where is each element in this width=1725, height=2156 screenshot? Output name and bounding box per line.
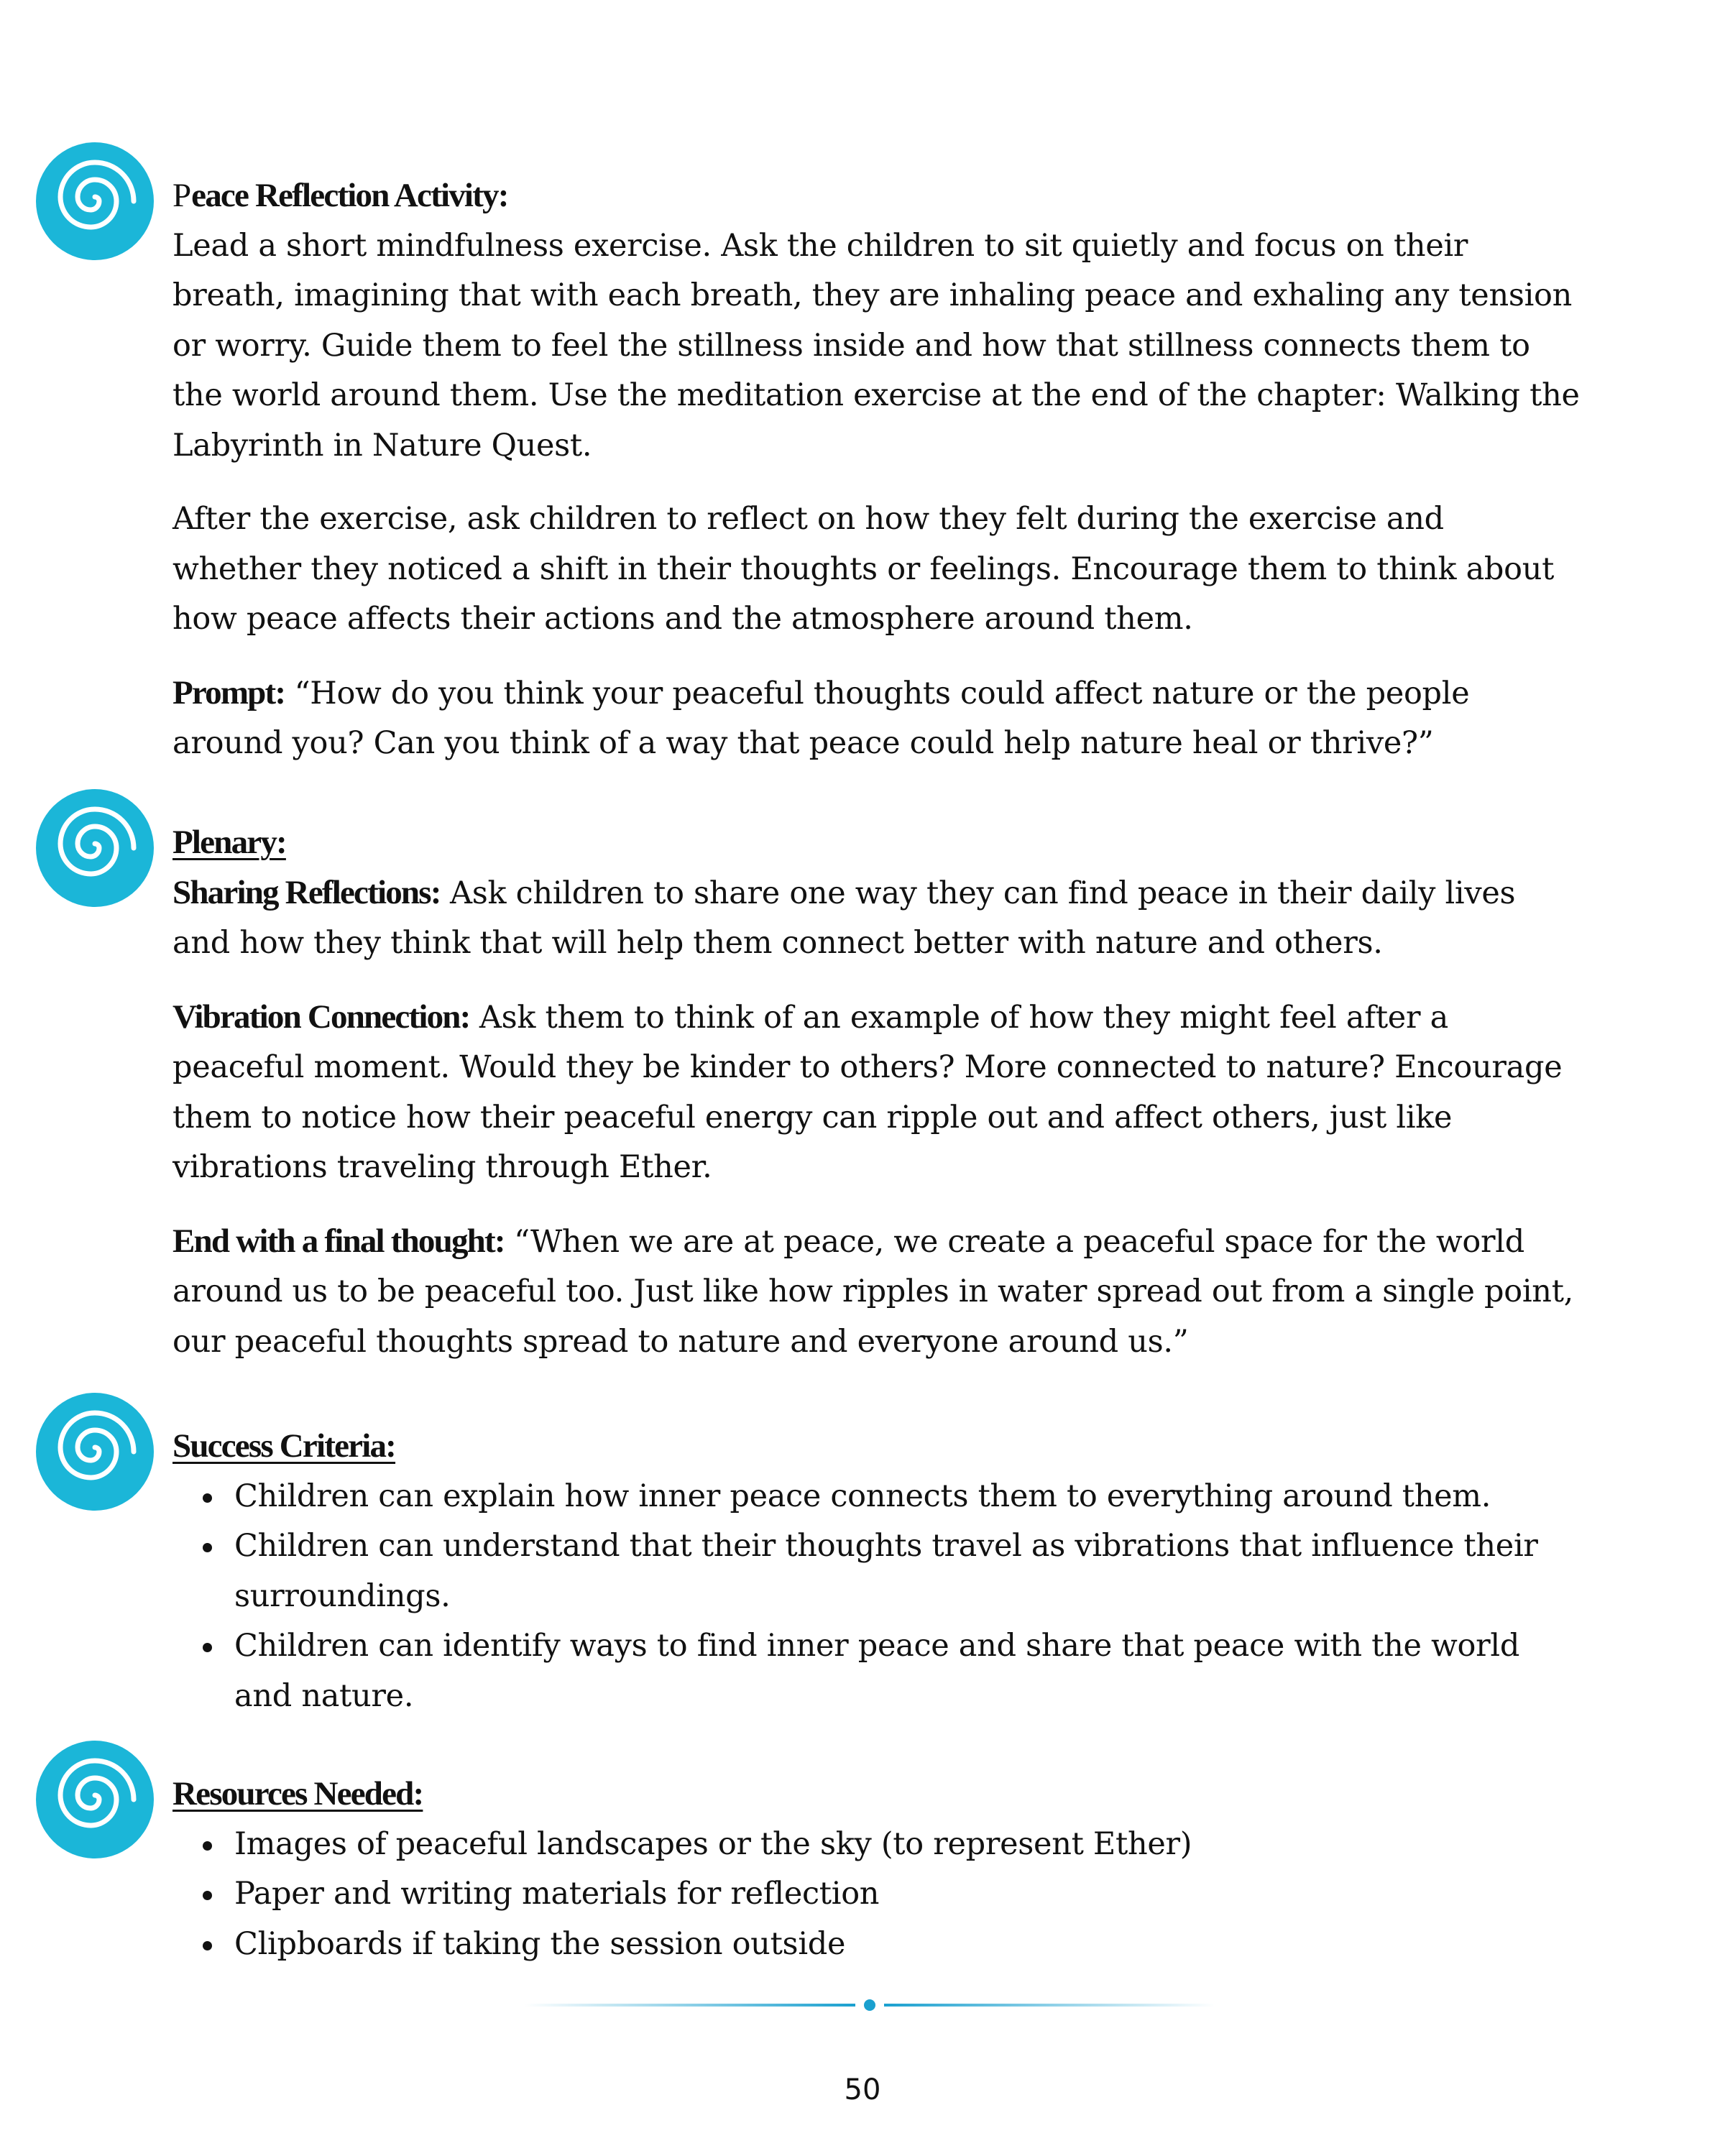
resources-content	[172, 1769, 1581, 1969]
prompt-paragraph	[172, 668, 1581, 769]
peace-paragraph-1: Lead a short mindfulness exercise. Ask the children to sit quietly and focus on their breath, imagining that with each breath, they are inhaling peace and exhaling any tension or worry. Guide them to feel the stillness inside and how that stillness connects them to the world around them. Use the meditation exercise at the end of the chapter: Walking the Labyrinth in Nature Quest.	[172, 227, 1580, 464]
sharing-label: Sharing Reflections:	[172, 873, 441, 911]
spiral-icon	[34, 788, 155, 908]
prompt-text: “How do you think your peaceful thoughts could affect nature or the people around you? Can you think of a way that peace could help nature heal or thrive?”	[172, 675, 1470, 761]
list-item: Paper and writing materials for reflection	[172, 1869, 1581, 1920]
vibration-paragraph	[172, 992, 1581, 1193]
final-thought-paragraph	[172, 1217, 1581, 1368]
final-thought-text: “When we are at peace, we create a peaceful space for the world around us to be peaceful too. Just like how ripples in water spread out from a single point, our peaceful thoughts spread to nature and everyone around us.”	[172, 1223, 1574, 1360]
peace-paragraph-2: After the exercise, ask children to reflect on how they felt during the exercise and whether they noticed a shift in their thoughts or feelings. Encourage them to think about how peace affects their actions and the atmosphere around them.	[172, 501, 1555, 637]
sharing-text: Ask children to share one way they can find peace in their daily lives and how they think that will help them connect better with nature and others.	[172, 875, 1516, 961]
plenary-title: Plenary:	[172, 824, 286, 861]
peace-reflection-title: Peace Reflection Activity:	[172, 177, 508, 214]
divider-ornament	[525, 1991, 1215, 2019]
success-criteria-title: Success Criteria:	[172, 1427, 396, 1465]
list-item: Images of peaceful landscapes or the sky (to represent Ether)	[172, 1820, 1581, 1870]
spiral-icon	[34, 1391, 155, 1512]
plenary-content	[172, 818, 1581, 1391]
resources-title: Resources Needed:	[172, 1775, 423, 1812]
resources-list	[172, 1820, 1581, 1970]
success-criteria-content	[172, 1422, 1581, 1721]
vibration-text: Ask them to think of an example of how they might feel after a peaceful moment. Would they be kinder to others? More connected to nature? Encourage them to notice how their peaceful energy can ripple out and affect others, just like vibrations traveling through Ether.	[172, 999, 1563, 1185]
vibration-label: Vibration Connection:	[172, 998, 470, 1036]
list-item: Clipboards if taking the session outside	[172, 1920, 1581, 1970]
list-item: Children can explain how inner peace connects them to everything around them.	[172, 1472, 1581, 1522]
page-number: 50	[844, 2073, 881, 2106]
spiral-icon	[34, 1739, 155, 1860]
spiral-icon	[34, 141, 155, 262]
prompt-label: Prompt:	[172, 673, 285, 711]
list-item: Children can understand that their thoughts travel as vibrations that influence their surroundings.	[172, 1521, 1581, 1621]
success-criteria-list	[172, 1472, 1581, 1722]
peace-reflection-content	[172, 171, 1581, 793]
final-thought-label: End with a final thought:	[172, 1222, 505, 1260]
sharing-paragraph	[172, 868, 1581, 969]
list-item: Children can identify ways to find inner peace and share that peace with the world and nature.	[172, 1621, 1581, 1721]
